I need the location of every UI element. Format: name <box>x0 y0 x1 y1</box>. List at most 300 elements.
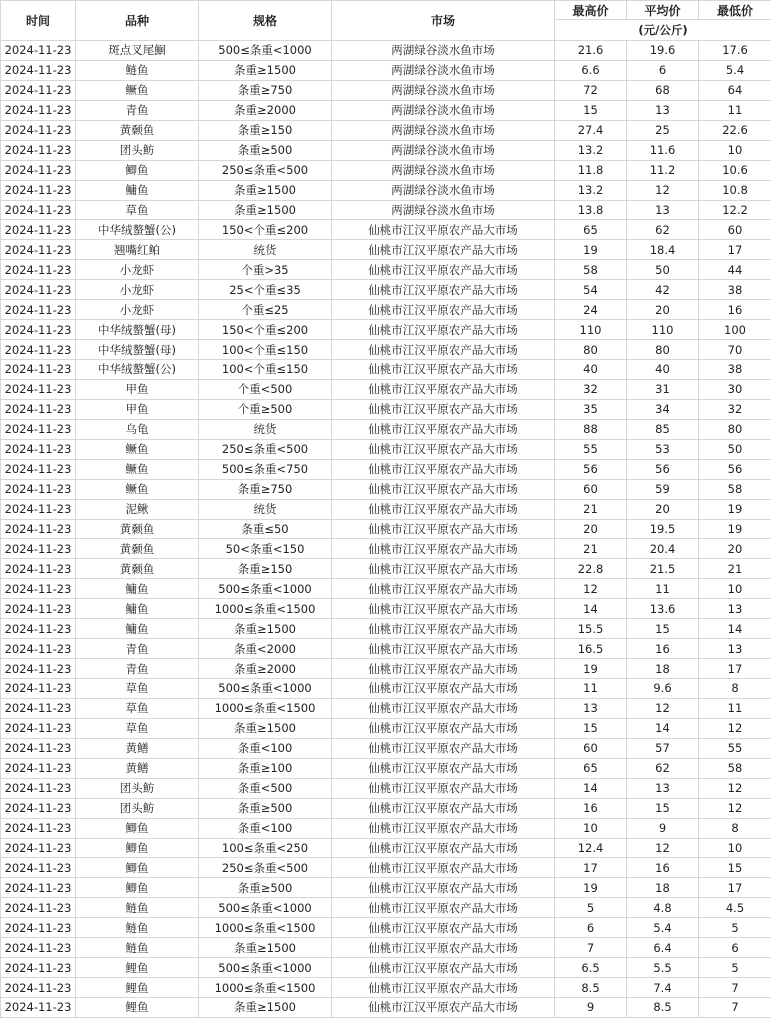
cell-max-price: 56 <box>555 459 627 479</box>
cell-variety: 鳜鱼 <box>76 80 199 100</box>
cell-max-price: 24 <box>555 300 627 320</box>
cell-max-price: 14 <box>555 599 627 619</box>
cell-avg-price: 11.2 <box>627 160 699 180</box>
cell-spec: 条重≥500 <box>199 878 332 898</box>
cell-avg-price: 40 <box>627 360 699 380</box>
cell-market: 仙桃市江汉平原农产品大市场 <box>332 738 555 758</box>
cell-variety: 草鱼 <box>76 200 199 220</box>
cell-avg-price: 13 <box>627 100 699 120</box>
table-row <box>1 838 771 858</box>
cell-date: 2024-11-23 <box>1 399 76 419</box>
table-row <box>1 918 771 938</box>
cell-min-price: 58 <box>699 758 771 778</box>
cell-market: 仙桃市江汉平原农产品大市场 <box>332 479 555 499</box>
cell-market: 仙桃市江汉平原农产品大市场 <box>332 539 555 559</box>
cell-variety: 草鱼 <box>76 679 199 699</box>
cell-spec: 条重≥1500 <box>199 60 332 80</box>
table-row <box>1 698 771 718</box>
cell-date: 2024-11-23 <box>1 918 76 938</box>
cell-min-price: 10 <box>699 140 771 160</box>
cell-max-price: 13.2 <box>555 180 627 200</box>
cell-avg-price: 25 <box>627 120 699 140</box>
table-row <box>1 639 771 659</box>
cell-min-price: 64 <box>699 80 771 100</box>
cell-market: 仙桃市江汉平原农产品大市场 <box>332 758 555 778</box>
cell-max-price: 21.6 <box>555 41 627 61</box>
cell-max-price: 15.5 <box>555 619 627 639</box>
cell-date: 2024-11-23 <box>1 838 76 858</box>
cell-avg-price: 14 <box>627 718 699 738</box>
cell-min-price: 13 <box>699 639 771 659</box>
cell-spec: 500≤条重<750 <box>199 459 332 479</box>
cell-date: 2024-11-23 <box>1 818 76 838</box>
cell-variety: 团头鲂 <box>76 778 199 798</box>
cell-max-price: 60 <box>555 479 627 499</box>
table-row <box>1 659 771 679</box>
cell-min-price: 70 <box>699 340 771 360</box>
cell-max-price: 13.2 <box>555 140 627 160</box>
cell-variety: 团头鲂 <box>76 140 199 160</box>
cell-variety: 鳙鱼 <box>76 619 199 639</box>
cell-min-price: 60 <box>699 220 771 240</box>
cell-avg-price: 42 <box>627 280 699 300</box>
cell-variety: 黄颡鱼 <box>76 559 199 579</box>
cell-avg-price: 20 <box>627 499 699 519</box>
cell-max-price: 22.8 <box>555 559 627 579</box>
cell-max-price: 58 <box>555 260 627 280</box>
cell-variety: 鳜鱼 <box>76 439 199 459</box>
cell-min-price: 56 <box>699 459 771 479</box>
table-row <box>1 379 771 399</box>
cell-min-price: 4.5 <box>699 898 771 918</box>
cell-spec: 条重<500 <box>199 778 332 798</box>
cell-max-price: 6.5 <box>555 958 627 978</box>
cell-variety: 鲫鱼 <box>76 838 199 858</box>
table-row <box>1 878 771 898</box>
cell-spec: 条重≥750 <box>199 80 332 100</box>
cell-min-price: 17.6 <box>699 41 771 61</box>
cell-date: 2024-11-23 <box>1 858 76 878</box>
cell-market: 仙桃市江汉平原农产品大市场 <box>332 798 555 818</box>
cell-variety: 翘嘴红鲌 <box>76 240 199 260</box>
cell-min-price: 7 <box>699 998 771 1018</box>
table-row <box>1 679 771 699</box>
cell-min-price: 11 <box>699 100 771 120</box>
cell-variety: 鲢鱼 <box>76 898 199 918</box>
cell-max-price: 21 <box>555 499 627 519</box>
cell-market: 仙桃市江汉平原农产品大市场 <box>332 718 555 738</box>
cell-spec: 统货 <box>199 419 332 439</box>
cell-variety: 青鱼 <box>76 639 199 659</box>
cell-spec: 个重>35 <box>199 260 332 280</box>
cell-variety: 鳙鱼 <box>76 599 199 619</box>
table-row <box>1 718 771 738</box>
cell-avg-price: 11.6 <box>627 140 699 160</box>
cell-variety: 鲫鱼 <box>76 878 199 898</box>
cell-spec: 条重≥150 <box>199 120 332 140</box>
cell-market: 仙桃市江汉平原农产品大市场 <box>332 679 555 699</box>
cell-min-price: 12 <box>699 718 771 738</box>
cell-avg-price: 12 <box>627 698 699 718</box>
cell-avg-price: 13.6 <box>627 599 699 619</box>
cell-date: 2024-11-23 <box>1 798 76 818</box>
cell-date: 2024-11-23 <box>1 559 76 579</box>
cell-min-price: 11 <box>699 698 771 718</box>
cell-min-price: 5 <box>699 918 771 938</box>
cell-variety: 小龙虾 <box>76 300 199 320</box>
cell-max-price: 55 <box>555 439 627 459</box>
cell-variety: 甲鱼 <box>76 379 199 399</box>
cell-date: 2024-11-23 <box>1 519 76 539</box>
cell-spec: 条重≥500 <box>199 798 332 818</box>
cell-variety: 鲤鱼 <box>76 998 199 1018</box>
cell-date: 2024-11-23 <box>1 898 76 918</box>
cell-min-price: 50 <box>699 439 771 459</box>
cell-spec: 条重<2000 <box>199 639 332 659</box>
cell-min-price: 38 <box>699 280 771 300</box>
cell-spec: 条重≥2000 <box>199 100 332 120</box>
cell-max-price: 21 <box>555 539 627 559</box>
cell-min-price: 10 <box>699 838 771 858</box>
cell-min-price: 12 <box>699 798 771 818</box>
cell-spec: 条重≥750 <box>199 479 332 499</box>
cell-market: 两湖绿谷淡水鱼市场 <box>332 180 555 200</box>
cell-market: 仙桃市江汉平原农产品大市场 <box>332 320 555 340</box>
table-row <box>1 180 771 200</box>
cell-variety: 黄颡鱼 <box>76 519 199 539</box>
table-header <box>1 1 771 41</box>
cell-spec: 50<条重<150 <box>199 539 332 559</box>
cell-avg-price: 7.4 <box>627 978 699 998</box>
cell-avg-price: 20 <box>627 300 699 320</box>
cell-variety: 鳙鱼 <box>76 180 199 200</box>
cell-market: 仙桃市江汉平原农产品大市场 <box>332 459 555 479</box>
cell-max-price: 14 <box>555 778 627 798</box>
cell-date: 2024-11-23 <box>1 200 76 220</box>
cell-avg-price: 6 <box>627 60 699 80</box>
cell-market: 仙桃市江汉平原农产品大市场 <box>332 898 555 918</box>
cell-date: 2024-11-23 <box>1 698 76 718</box>
cell-variety: 鲤鱼 <box>76 978 199 998</box>
cell-market: 仙桃市江汉平原农产品大市场 <box>332 938 555 958</box>
cell-date: 2024-11-23 <box>1 140 76 160</box>
cell-spec: 条重≥2000 <box>199 659 332 679</box>
cell-variety: 甲鱼 <box>76 399 199 419</box>
cell-min-price: 80 <box>699 419 771 439</box>
header-avg-price: 平均价 <box>627 1 699 20</box>
cell-avg-price: 5.5 <box>627 958 699 978</box>
cell-variety: 鳜鱼 <box>76 459 199 479</box>
cell-avg-price: 57 <box>627 738 699 758</box>
cell-variety: 草鱼 <box>76 718 199 738</box>
cell-avg-price: 18.4 <box>627 240 699 260</box>
cell-market: 仙桃市江汉平原农产品大市场 <box>332 439 555 459</box>
cell-avg-price: 20.4 <box>627 539 699 559</box>
cell-market: 仙桃市江汉平原农产品大市场 <box>332 639 555 659</box>
cell-date: 2024-11-23 <box>1 280 76 300</box>
cell-market: 两湖绿谷淡水鱼市场 <box>332 160 555 180</box>
cell-max-price: 16 <box>555 798 627 818</box>
cell-market: 仙桃市江汉平原农产品大市场 <box>332 958 555 978</box>
cell-date: 2024-11-23 <box>1 439 76 459</box>
header-min-price: 最低价 <box>699 1 771 20</box>
table-row <box>1 140 771 160</box>
cell-market: 仙桃市江汉平原农产品大市场 <box>332 399 555 419</box>
cell-spec: 条重≥1500 <box>199 938 332 958</box>
cell-date: 2024-11-23 <box>1 160 76 180</box>
cell-market: 仙桃市江汉平原农产品大市场 <box>332 519 555 539</box>
header-time: 时间 <box>1 1 76 41</box>
cell-date: 2024-11-23 <box>1 100 76 120</box>
cell-variety: 鲤鱼 <box>76 958 199 978</box>
table-row <box>1 938 771 958</box>
cell-min-price: 10 <box>699 579 771 599</box>
cell-market: 仙桃市江汉平原农产品大市场 <box>332 559 555 579</box>
cell-min-price: 17 <box>699 240 771 260</box>
cell-variety: 鲫鱼 <box>76 858 199 878</box>
cell-date: 2024-11-23 <box>1 260 76 280</box>
cell-date: 2024-11-23 <box>1 479 76 499</box>
header-max-price: 最高价 <box>555 1 627 20</box>
cell-date: 2024-11-23 <box>1 300 76 320</box>
table-row <box>1 858 771 878</box>
cell-max-price: 11 <box>555 679 627 699</box>
cell-avg-price: 13 <box>627 200 699 220</box>
cell-spec: 500≤条重<1000 <box>199 41 332 61</box>
cell-avg-price: 13 <box>627 778 699 798</box>
cell-min-price: 16 <box>699 300 771 320</box>
cell-variety: 黄颡鱼 <box>76 120 199 140</box>
cell-market: 仙桃市江汉平原农产品大市场 <box>332 579 555 599</box>
cell-variety: 斑点叉尾鮰 <box>76 41 199 61</box>
cell-market: 两湖绿谷淡水鱼市场 <box>332 140 555 160</box>
cell-max-price: 20 <box>555 519 627 539</box>
cell-max-price: 9 <box>555 998 627 1018</box>
cell-variety: 小龙虾 <box>76 280 199 300</box>
cell-spec: 250≤条重<500 <box>199 160 332 180</box>
cell-date: 2024-11-23 <box>1 978 76 998</box>
table-row <box>1 439 771 459</box>
cell-max-price: 17 <box>555 858 627 878</box>
cell-min-price: 17 <box>699 878 771 898</box>
cell-market: 两湖绿谷淡水鱼市场 <box>332 41 555 61</box>
cell-max-price: 35 <box>555 399 627 419</box>
cell-max-price: 12.4 <box>555 838 627 858</box>
cell-spec: 条重≥1500 <box>199 718 332 738</box>
cell-variety: 黄鳝 <box>76 758 199 778</box>
table-row <box>1 300 771 320</box>
table-row <box>1 100 771 120</box>
table-row <box>1 818 771 838</box>
cell-min-price: 20 <box>699 539 771 559</box>
table-row <box>1 798 771 818</box>
cell-market: 两湖绿谷淡水鱼市场 <box>332 200 555 220</box>
cell-variety: 鲫鱼 <box>76 160 199 180</box>
cell-avg-price: 16 <box>627 858 699 878</box>
cell-min-price: 21 <box>699 559 771 579</box>
cell-spec: 条重≥1500 <box>199 998 332 1018</box>
cell-max-price: 80 <box>555 340 627 360</box>
cell-avg-price: 19.5 <box>627 519 699 539</box>
cell-date: 2024-11-23 <box>1 120 76 140</box>
cell-variety: 鳙鱼 <box>76 579 199 599</box>
cell-max-price: 15 <box>555 718 627 738</box>
cell-date: 2024-11-23 <box>1 998 76 1018</box>
cell-market: 仙桃市江汉平原农产品大市场 <box>332 419 555 439</box>
table-row <box>1 978 771 998</box>
cell-min-price: 12.2 <box>699 200 771 220</box>
cell-date: 2024-11-23 <box>1 579 76 599</box>
cell-min-price: 8 <box>699 818 771 838</box>
table-row <box>1 360 771 380</box>
cell-avg-price: 85 <box>627 419 699 439</box>
cell-avg-price: 15 <box>627 798 699 818</box>
cell-market: 仙桃市江汉平原农产品大市场 <box>332 360 555 380</box>
table-row <box>1 778 771 798</box>
cell-date: 2024-11-23 <box>1 878 76 898</box>
cell-max-price: 19 <box>555 240 627 260</box>
cell-min-price: 38 <box>699 360 771 380</box>
cell-max-price: 6 <box>555 918 627 938</box>
cell-avg-price: 59 <box>627 479 699 499</box>
cell-date: 2024-11-23 <box>1 718 76 738</box>
cell-date: 2024-11-23 <box>1 379 76 399</box>
cell-market: 仙桃市江汉平原农产品大市场 <box>332 858 555 878</box>
cell-max-price: 15 <box>555 100 627 120</box>
table-row <box>1 519 771 539</box>
cell-date: 2024-11-23 <box>1 220 76 240</box>
header-variety: 品种 <box>76 1 199 41</box>
cell-max-price: 19 <box>555 878 627 898</box>
cell-max-price: 8.5 <box>555 978 627 998</box>
cell-avg-price: 18 <box>627 659 699 679</box>
cell-variety: 黄鳝 <box>76 738 199 758</box>
cell-min-price: 58 <box>699 479 771 499</box>
cell-spec: 个重≤25 <box>199 300 332 320</box>
cell-max-price: 72 <box>555 80 627 100</box>
cell-max-price: 27.4 <box>555 120 627 140</box>
cell-avg-price: 12 <box>627 180 699 200</box>
header-row <box>1 1 771 20</box>
cell-max-price: 6.6 <box>555 60 627 80</box>
cell-min-price: 10.6 <box>699 160 771 180</box>
cell-avg-price: 53 <box>627 439 699 459</box>
cell-max-price: 65 <box>555 758 627 778</box>
cell-date: 2024-11-23 <box>1 619 76 639</box>
cell-spec: 条重<100 <box>199 818 332 838</box>
cell-min-price: 15 <box>699 858 771 878</box>
table-row <box>1 619 771 639</box>
table-row <box>1 120 771 140</box>
cell-spec: 统货 <box>199 240 332 260</box>
cell-spec: 100≤条重<250 <box>199 838 332 858</box>
cell-max-price: 60 <box>555 738 627 758</box>
cell-spec: 个重<500 <box>199 379 332 399</box>
cell-variety: 乌龟 <box>76 419 199 439</box>
cell-date: 2024-11-23 <box>1 320 76 340</box>
cell-avg-price: 21.5 <box>627 559 699 579</box>
cell-date: 2024-11-23 <box>1 958 76 978</box>
cell-spec: 250≤条重<500 <box>199 858 332 878</box>
cell-variety: 鳜鱼 <box>76 479 199 499</box>
cell-market: 仙桃市江汉平原农产品大市场 <box>332 878 555 898</box>
table-row <box>1 220 771 240</box>
cell-spec: 条重≥500 <box>199 140 332 160</box>
cell-market: 两湖绿谷淡水鱼市场 <box>332 120 555 140</box>
cell-variety: 泥鳅 <box>76 499 199 519</box>
cell-date: 2024-11-23 <box>1 180 76 200</box>
table-row <box>1 419 771 439</box>
cell-date: 2024-11-23 <box>1 938 76 958</box>
cell-market: 仙桃市江汉平原农产品大市场 <box>332 599 555 619</box>
cell-spec: 条重≥100 <box>199 758 332 778</box>
cell-market: 两湖绿谷淡水鱼市场 <box>332 100 555 120</box>
cell-avg-price: 110 <box>627 320 699 340</box>
cell-variety: 黄颡鱼 <box>76 539 199 559</box>
cell-min-price: 22.6 <box>699 120 771 140</box>
table-row <box>1 41 771 61</box>
table-row <box>1 998 771 1018</box>
table-row <box>1 160 771 180</box>
cell-min-price: 14 <box>699 619 771 639</box>
cell-market: 仙桃市江汉平原农产品大市场 <box>332 300 555 320</box>
cell-avg-price: 9.6 <box>627 679 699 699</box>
cell-min-price: 10.8 <box>699 180 771 200</box>
cell-max-price: 12 <box>555 579 627 599</box>
table-row <box>1 80 771 100</box>
cell-spec: 100<个重≤150 <box>199 340 332 360</box>
cell-spec: 统货 <box>199 499 332 519</box>
table-row <box>1 599 771 619</box>
cell-spec: 条重<100 <box>199 738 332 758</box>
cell-variety: 中华绒螯蟹(公) <box>76 220 199 240</box>
table-row <box>1 479 771 499</box>
cell-max-price: 11.8 <box>555 160 627 180</box>
cell-date: 2024-11-23 <box>1 599 76 619</box>
cell-date: 2024-11-23 <box>1 738 76 758</box>
cell-date: 2024-11-23 <box>1 679 76 699</box>
cell-avg-price: 15 <box>627 619 699 639</box>
cell-market: 仙桃市江汉平原农产品大市场 <box>332 978 555 998</box>
cell-date: 2024-11-23 <box>1 41 76 61</box>
cell-date: 2024-11-23 <box>1 539 76 559</box>
table-row <box>1 758 771 778</box>
cell-min-price: 32 <box>699 399 771 419</box>
cell-avg-price: 31 <box>627 379 699 399</box>
cell-date: 2024-11-23 <box>1 499 76 519</box>
cell-min-price: 19 <box>699 519 771 539</box>
cell-avg-price: 11 <box>627 579 699 599</box>
cell-min-price: 7 <box>699 978 771 998</box>
cell-spec: 25<个重≤35 <box>199 280 332 300</box>
cell-variety: 中华绒螯蟹(母) <box>76 340 199 360</box>
table-row <box>1 399 771 419</box>
cell-spec: 1000≤条重<1500 <box>199 698 332 718</box>
cell-variety: 青鱼 <box>76 659 199 679</box>
cell-date: 2024-11-23 <box>1 240 76 260</box>
table-row <box>1 280 771 300</box>
table-row <box>1 579 771 599</box>
header-market: 市场 <box>332 1 555 41</box>
table-row <box>1 260 771 280</box>
cell-spec: 个重≥500 <box>199 399 332 419</box>
cell-min-price: 12 <box>699 778 771 798</box>
table-row <box>1 958 771 978</box>
cell-date: 2024-11-23 <box>1 459 76 479</box>
cell-date: 2024-11-23 <box>1 360 76 380</box>
cell-avg-price: 18 <box>627 878 699 898</box>
cell-max-price: 5 <box>555 898 627 918</box>
